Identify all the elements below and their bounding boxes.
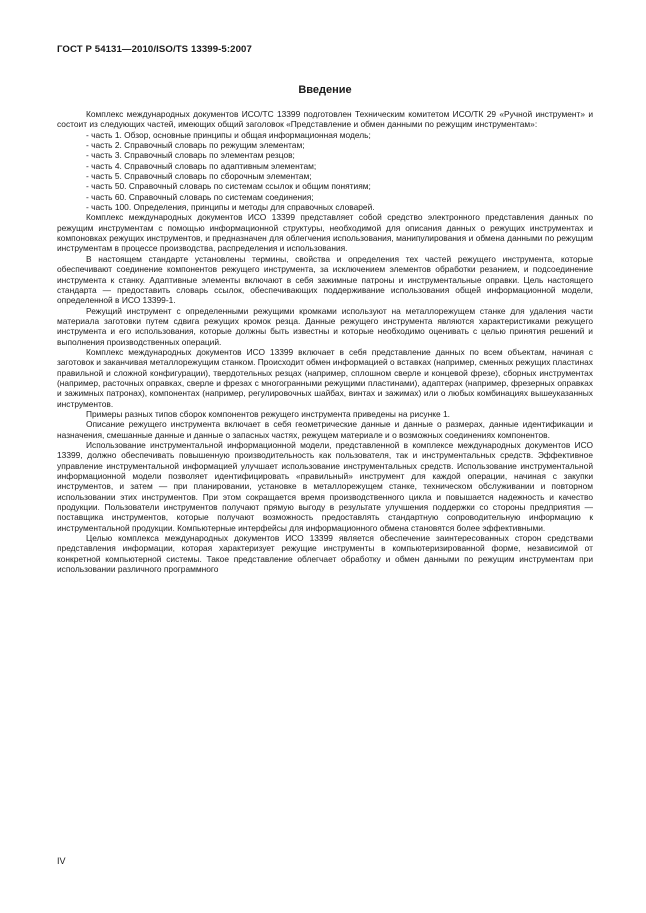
list-item: - часть 100. Определения, принципы и методы для справочных словарей. <box>86 202 375 213</box>
list-item: - часть 4. Справочный словарь по адаптивным элементам; <box>86 160 317 171</box>
document-body <box>57 109 593 574</box>
parts-list <box>57 130 593 213</box>
body-paragraph: Описание режущего инструмента включает в себя геометрические данные и данные о размерах, данные идентификации и назначения, смешанные данные и данные о запасных частях, режущем материале и о возможных соединениях компонентов. <box>57 419 593 440</box>
list-item: - часть 60. Справочный словарь по системам соединения; <box>86 191 314 202</box>
list-item: - часть 2. Справочный словарь по режущим элементам; <box>86 140 305 151</box>
page-number: IV <box>57 856 66 866</box>
section-title: Введение <box>298 84 352 96</box>
list-item: - часть 1. Обзор, основные принципы и общая информационная модель; <box>86 129 371 140</box>
list-item: - часть 50. Справочный словарь по системам ссылок и общим понятиям; <box>86 181 371 192</box>
body-paragraph: Комплекс международных документов ИСО 13399 представляет собой средство электронного представления данных по режущим инструментам с помощью информационной структуры, необходимой для описания данных о режущих инструментах и компоновках режущих инструментов, и предназначен для облегчения использования, манипулирования и обмена данными по режущим инструментам в процессе производства, распределения и использования. <box>57 212 593 254</box>
standard-designation: ГОСТ Р 54131—2010/ISO/TS 13399-5:2007 <box>57 44 252 55</box>
list-item: - часть 3. Справочный словарь по элементам резцов; <box>86 150 295 161</box>
body-paragraph: Режущий инструмент с определенными режущими кромками используют на металлорежущем станке для удаления части материала заготовки путем сдвига режущих кромок резца. Данные режущего инструмента являются характеристиками режущего инструмента и его использования, которые должны быть известны и которые необходимо оценивать с целью принятия решений и выполнения производственных операций. <box>57 305 593 347</box>
list-item: - часть 5. Справочный словарь по сборочным элементам; <box>86 171 312 182</box>
body-paragraph: Комплекс международных документов ИСО 13399 включает в себя представление данных по всем объектам, начиная с заготовок и заканчивая металлорежущим станком. Происходит обмен информацией о вставках (например, сменных режущих пластинах правильной и сложной конфигурации), твердотельных резцах (например, сплошном сверле и концевой фрезе), сборных инструментах (например, расточных оправках, сверле и фрезах с многогранными режущими пластинами), адаптерах (например, фрезерных оправках и зажимных патронах), компонентах (например, регулировочных шайбах, винтах и зажимах) или о любых комбинациях вышеуказанных инструментов. <box>57 346 593 409</box>
body-paragraph: Примеры разных типов сборок компонентов режущего инструмента приведены на рисунке 1. <box>86 408 450 419</box>
body-paragraph: Целью комплекса международных документов ИСО 13399 является обеспечение заинтересованных сторон средствами представления информации, которая характеризует режущие инструменты в компьютеризированной форме, независимой от конкретной компьютерной системы. Такое представление облегчает обработку и обмен данными по режущим инструментам при использовании различного программного <box>57 533 593 575</box>
body-paragraph: Использование инструментальной информационной модели, представленной в комплексе международных документов ИСО 13399, должно обеспечивать повышенную производительность как пользователя, так и инструментальных средств. Эффективное управление инструментальной информацией улучшает использование инструментальных средств. Использование инструментальной информационной модели позволяет идентифицировать «правильный» инструмент для каждой операции, начиная с закупки инструментов, и затем — при планировании, установке в металлорежущем станке, техническом обслуживании и повторном использовании этих инструментов. При этом сокращается время производственного цикла и повышается надежность и качество продукции. Пользователи инструментов получают прямую выгоду в результате улучшения поддержки со стороны предприятия — поставщика инструментов, которые получают возможность предоставлять стандартную сопроводительную информацию к инструментальной продукции. Компьютерные интерфейсы для информационного обмена становятся более эффективными. <box>57 440 593 533</box>
intro-paragraph: Комплекс международных документов ИСО/ТС 13399 подготовлен Техническим комитетом ИСО/ТК 29 «Ручной инструмент» и состоит из следующих частей, имеющих общий заголовок «Представление и обмен данными по режущим инструментам»: <box>57 109 593 130</box>
body-paragraph: В настоящем стандарте установлены термины, свойства и определения тех частей режущего инструмента, которые обеспечивают соединение компонентов режущего инструмента, за исключением элементов обработки резанием, и подсоединение инструмента к станку. Адаптивные элементы включают в себя зажимные патроны и инструментальные оправки. Цель настоящего стандарта — предоставить словарь ссылок, обеспечивающих поддерживание использования общей информационной модели, определенной в ИСО 13399-1. <box>57 253 593 306</box>
